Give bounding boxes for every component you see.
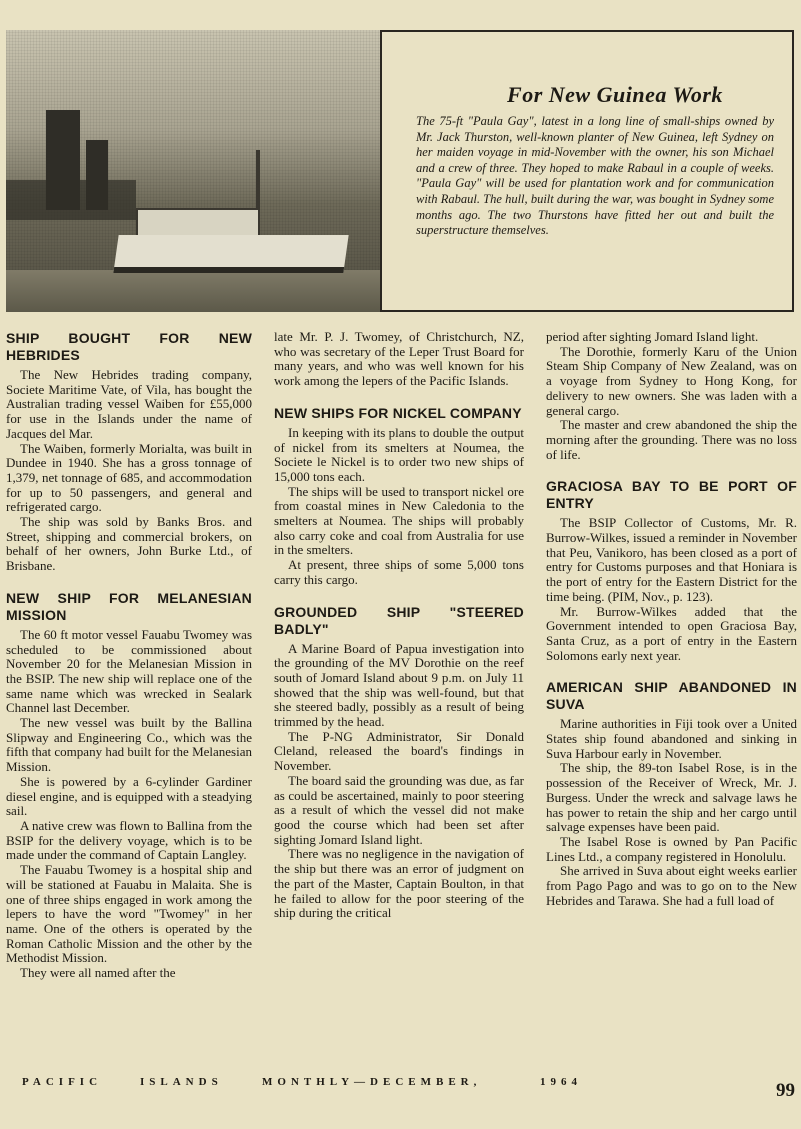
- article-paragraph: There was no negligence in the navigation of the ship but there was an error of judgment on the part of the Master, Captain Boulton, in that he failed to allow for the poor steering of the ship during the critical: [274, 846, 524, 921]
- article-paragraph: The 60 ft motor vessel Fauabu Twomey was scheduled to be commissioned about November 20 for the Melanesian Mission in the BSIP. The new ship will replace one of the same name which was wrecked in Sealark Channel last December.: [6, 626, 252, 716]
- ship-hull: [113, 235, 348, 273]
- harbour-water: [6, 270, 380, 312]
- feature-title: For New Guinea Work: [507, 82, 723, 107]
- feature-box: [380, 30, 794, 312]
- column-2: [274, 330, 524, 921]
- column-1: [6, 330, 252, 981]
- article-paragraph: The new vessel was built by the Ballina Slipway and Engineering Co., which was the fifth that company had built for the Melanesian Mission.: [6, 715, 252, 775]
- article-paragraph: She is powered by a 6-cylinder Gardiner diesel engine, and is equipped with a steadying sail.: [6, 773, 252, 819]
- feature-caption: The 75-ft "Paula Gay", latest in a long line of small-ships owned by Mr. Jack Thurston, well-known planter of New Guinea, left Sydney on her maiden voyage in mid-November with the owner, his son Michael and a crew of three. They hoped to make Rabaul in a couple of weeks. "Paula Gay" will be used for plantation work and for communication with Rabaul. The hull, built during the war, was bought in Sydney some months ago. The two Thurstons have fitted her out and built the superstructure themselves.: [416, 114, 774, 238]
- column-3: [546, 330, 797, 909]
- article-paragraph: The Isabel Rose is owned by Pan Pacific Lines Ltd., a company registered in Honolulu.: [546, 833, 797, 864]
- article-paragraph: The ship, the 89-ton Isabel Rose, is in the possession of the Receiver of Wreck, Mr. J. Burgess. Under the wreck and salvage laws he has power to retain the ship and her cargo until salvage expenses have been paid.: [546, 760, 797, 835]
- article-paragraph: Mr. Burrow-Wilkes added that the Government intended to open Graciosa Bay, Santa Cruz, as a port of entry in the Eastern Solomons early next year.: [546, 603, 797, 663]
- article-paragraph: The Fauabu Twomey is a hospital ship and will be stationed at Fauabu in Malaita. She is one of three ships engaged in work among the lepers to have the word "Twomey" in her name. One of the others is operated by the Roman Catholic Mission and the other by the Methodist Mission.: [6, 862, 252, 966]
- article-paragraph: The ship was sold by Banks Bros. and Street, shipping and commercial brokers, on behalf of her owners, John Burke Ltd., of Brisbane.: [6, 514, 252, 574]
- article-paragraph: A native crew was flown to Ballina from the BSIP for the delivery voyage, which is to be made under the command of Captain Langley.: [6, 817, 252, 863]
- article-paragraph: The ships will be used to transport nickel ore from coastal mines in New Caledonia to the smelters at Noumea. The ships will probably also carry coke and coal from Australia for use in the smelters.: [274, 483, 524, 558]
- article-paragraph: She arrived in Suva about eight weeks earlier from Pago Pago and was to go on to the New Hebrides and Tarawa. She had a full load of: [546, 863, 797, 908]
- article-headline: AMERICAN SHIP ABANDONED IN SUVA: [546, 679, 797, 713]
- article-paragraph: In keeping with its plans to double the output of nickel from its smelters at Noumea, the Societe le Nickel is to order two new ships of 15,000 tons each.: [274, 424, 524, 484]
- footer-year: 1964: [540, 1076, 582, 1088]
- article-paragraph: The New Hebrides trading company, Societe Maritime Vate, of Vila, has bought the Australian trading vessel Waiben for £55,000 for use in the Islands under the name of Jacques del Mar.: [6, 367, 252, 441]
- article-paragraph: A Marine Board of Papua investigation into the grounding of the MV Dorothie on the reef south of Jomard Island about 9 p.m. on July 11 showed that the ship was well-found, but that she steered badly, possibly as a result of being trimmed by the head.: [274, 640, 524, 730]
- article-paragraph: The BSIP Collector of Customs, Mr. R. Burrow-Wilkes, issued a reminder in November that Peu, Vanikoro, has been closed as a port of entry for Customs purposes and that Honiara is the port of entry for the Eastern District for the time being. (PIM, Nov., p. 123).: [546, 515, 797, 604]
- article-headline: GROUNDED SHIP "STEERED BADLY": [274, 603, 524, 637]
- article-paragraph: The P-NG Administrator, Sir Donald Cleland, released the board's findings in November.: [274, 728, 524, 774]
- article-paragraph: Marine authorities in Fiji took over a United States ship found abandoned and sinking in Suva Harbour early in November.: [546, 716, 797, 761]
- article-paragraph: The board said the grounding was due, as far as could be ascertained, mainly to poor steering as a result of which the vessel did not make good the course which had been set after sighting Jomard Island light.: [274, 772, 524, 847]
- article-headline: GRACIOSA BAY TO BE PORT OF ENTRY: [546, 478, 797, 512]
- article-paragraph: The master and crew abandoned the ship the morning after the grounding. There was no loss of life.: [546, 417, 797, 462]
- article-paragraph: At present, three ships of some 5,000 tons carry this cargo.: [274, 557, 524, 587]
- article-headline: NEW SHIPS FOR NICKEL COMPANY: [274, 404, 522, 421]
- shoreline-silhouette: [6, 180, 136, 220]
- article-headline: SHIP BOUGHT FOR NEW HEBRIDES: [6, 330, 252, 363]
- article-headline: NEW SHIP FOR MELANESIAN MISSION: [6, 589, 252, 623]
- article-paragraph: period after sighting Jomard Island light.: [546, 329, 759, 344]
- page-number: 99: [776, 1080, 795, 1101]
- footer-issue-date: MONTHLY—DECEMBER,: [262, 1076, 482, 1088]
- article-paragraph: The Dorothie, formerly Karu of the Union Steam Ship Company of New Zealand, was on a voyage from Sydney to Hong Kong, for delivery to new owners. She was laden with a general cargo.: [546, 343, 797, 418]
- article-paragraph: The Waiben, formerly Morialta, was built in Dundee in 1940. She has a gross tonnage of 1,379, net tonnage of 685, and accommodation for up to 50 passengers, and general and refrigerated cargo.: [6, 440, 252, 515]
- ship-photo: [6, 30, 380, 312]
- footer-publication-word: PACIFIC: [22, 1076, 103, 1088]
- article-paragraph: They were all named after the: [20, 965, 176, 981]
- footer-publication-word: ISLANDS: [140, 1076, 223, 1088]
- article-paragraph: late Mr. P. J. Twomey, of Christchurch, NZ, who was secretary of the Leper Trust Board for many years, and who was well known for his work among the lepers of the Pacific Islands.: [274, 329, 524, 389]
